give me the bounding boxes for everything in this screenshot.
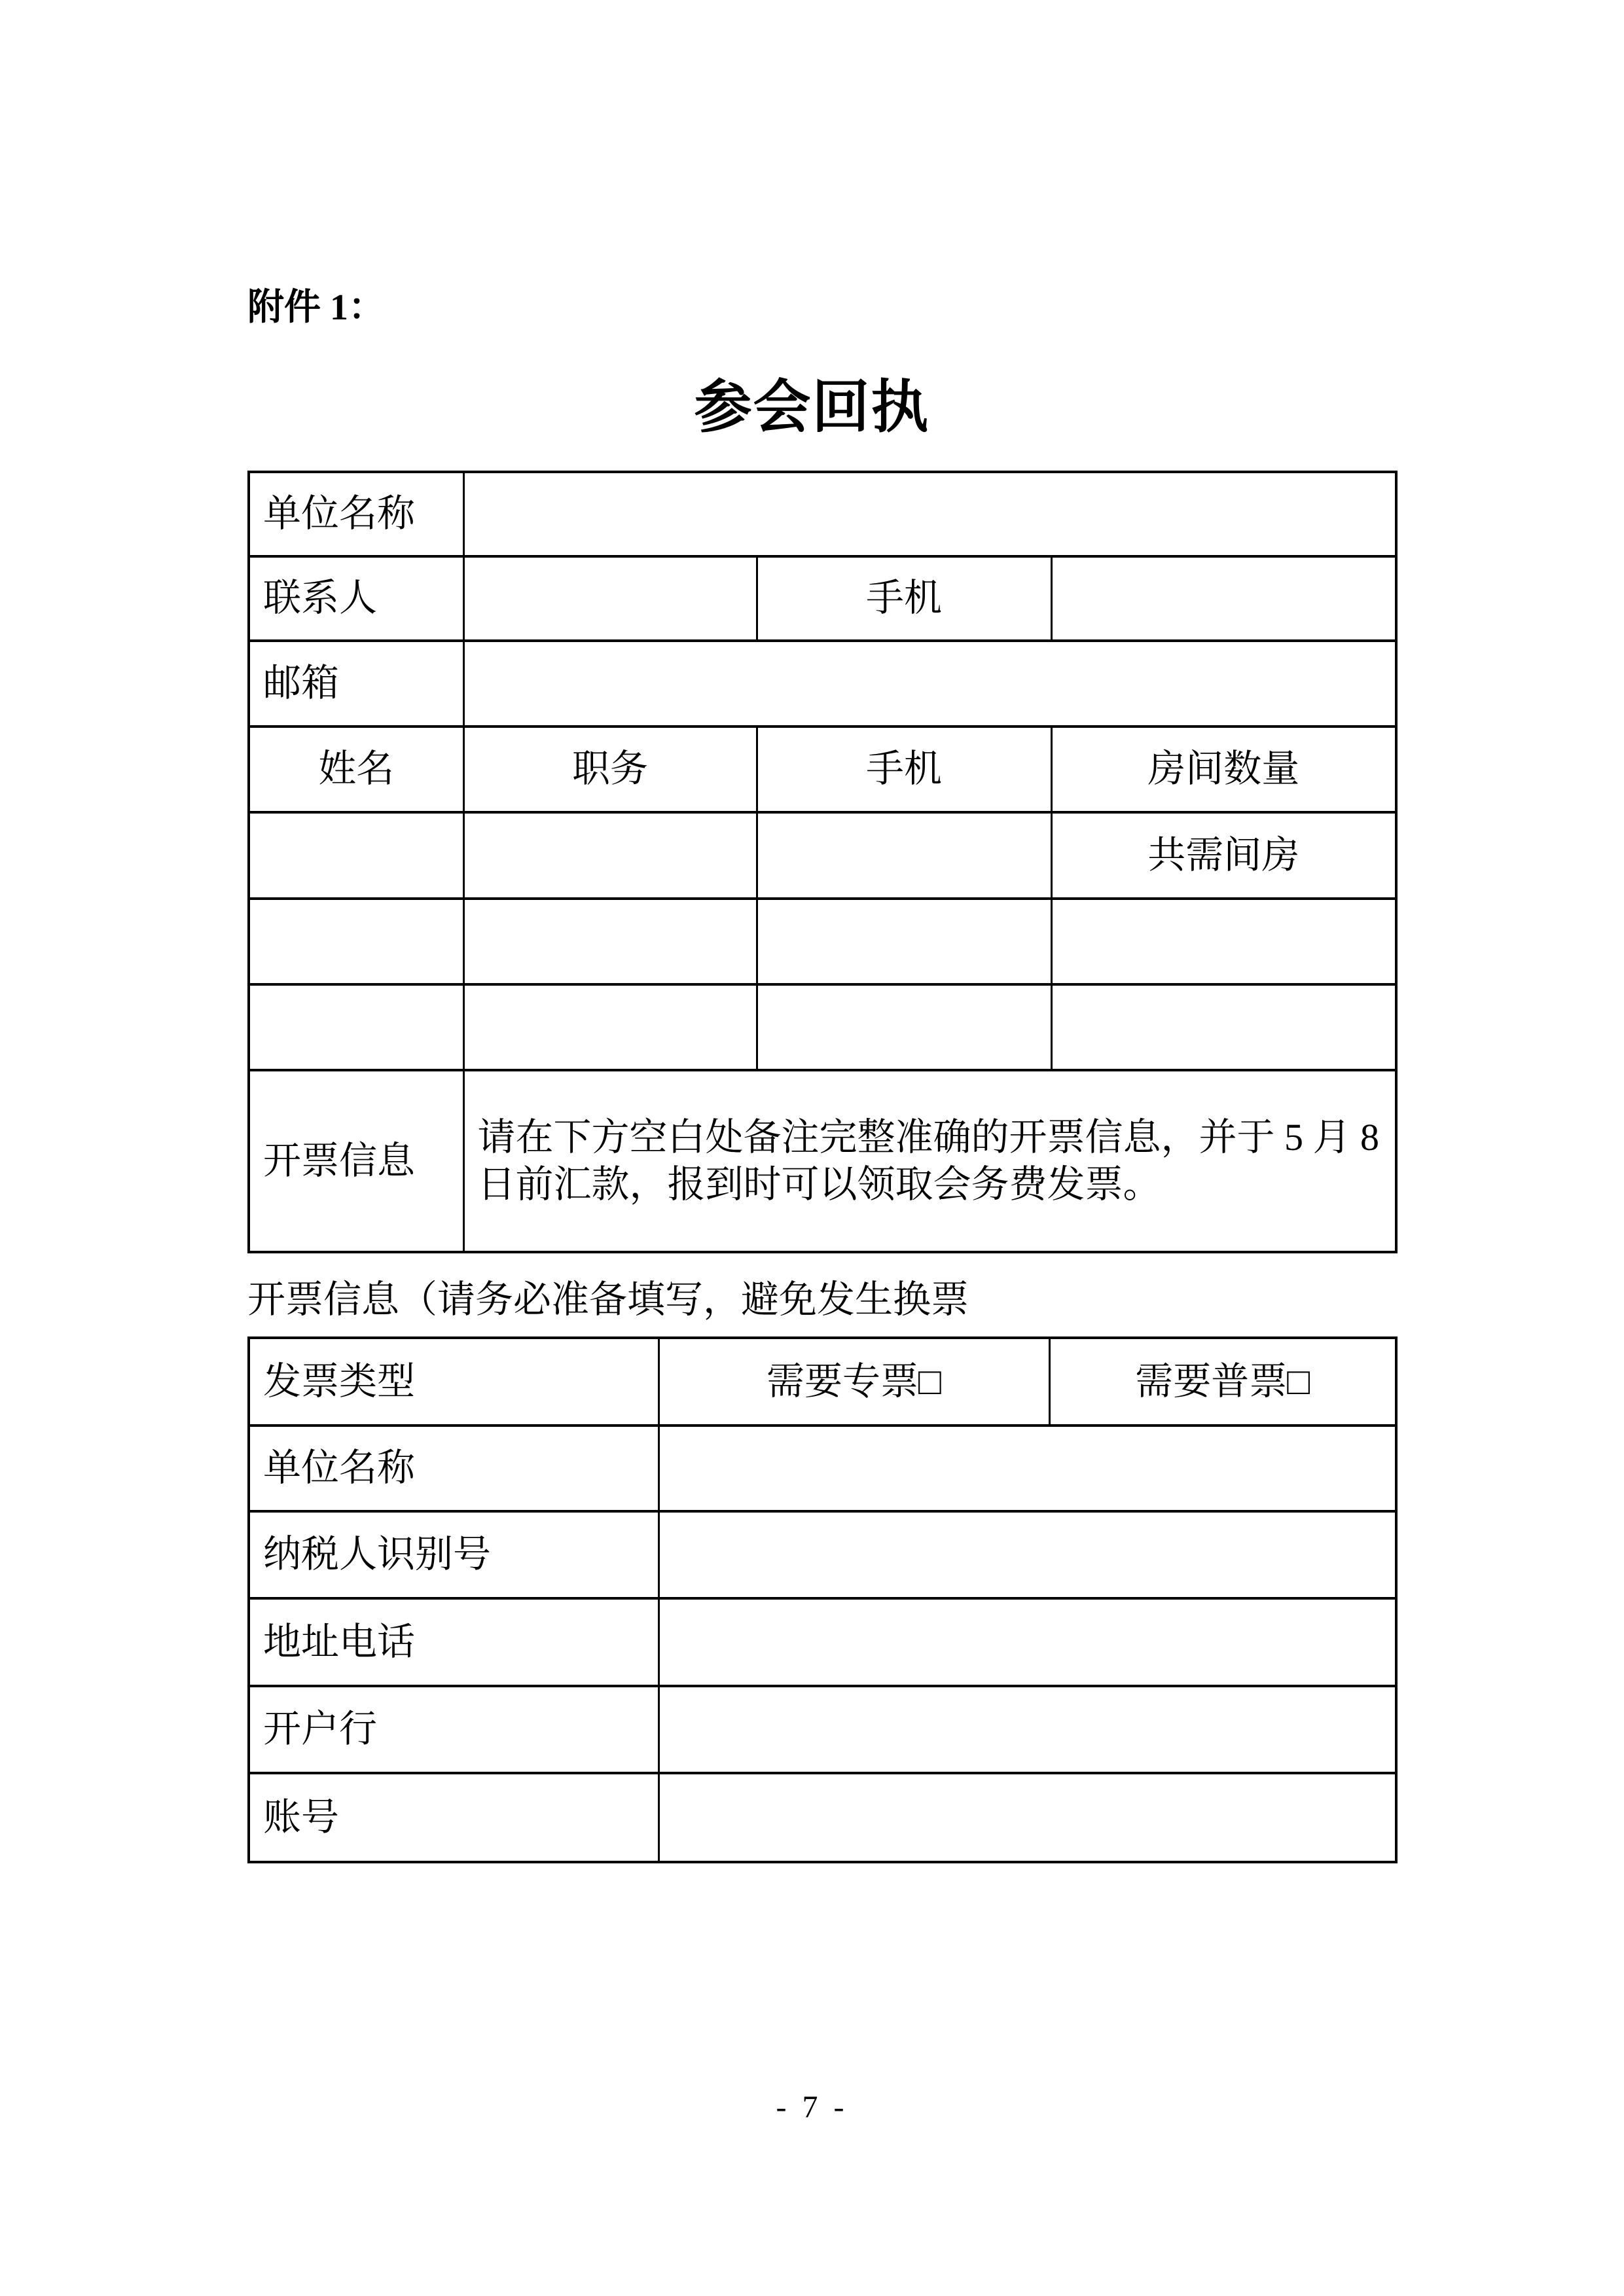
contact-mobile-label: 手机	[757, 556, 1051, 641]
invoice-type-label: 发票类型	[249, 1338, 659, 1426]
invoice-note-line-2: 日前汇款，报到时可以领取会务费发票。	[477, 1163, 1161, 1206]
bank-label: 开户行	[249, 1686, 659, 1773]
name-input-cell[interactable]	[249, 984, 463, 1070]
contact-mobile-input-cell[interactable]	[1051, 556, 1396, 641]
invoice-unit-name-input-cell[interactable]	[659, 1426, 1396, 1511]
taxpayer-id-input-cell[interactable]	[659, 1511, 1396, 1598]
table-row	[249, 1511, 1396, 1598]
page-number: - 7 -	[776, 2090, 848, 2125]
attendee-header-row	[249, 726, 1396, 812]
email-label: 邮箱	[249, 641, 463, 726]
position-input-cell[interactable]	[463, 812, 757, 899]
unit-name-label: 单位名称	[249, 472, 463, 556]
table-row	[249, 1426, 1396, 1511]
reply-form-table	[247, 471, 1398, 1253]
account-input-cell[interactable]	[659, 1773, 1396, 1862]
mobile-input-cell[interactable]	[757, 899, 1051, 984]
attendee-row	[249, 899, 1396, 984]
total-rooms-label: 共需间房	[1051, 812, 1396, 899]
mobile-header: 手机	[757, 726, 1051, 812]
table-row	[249, 472, 1396, 556]
invoice-note-row	[249, 1070, 1396, 1252]
invoice-info-table	[247, 1336, 1398, 1863]
position-input-cell[interactable]	[463, 984, 757, 1070]
position-header: 职务	[463, 726, 757, 812]
table-row	[249, 1598, 1396, 1686]
address-phone-label: 地址电话	[249, 1598, 659, 1686]
taxpayer-id-label: 纳税人识别号	[249, 1511, 659, 1598]
rooms-header: 房间数量	[1051, 726, 1396, 812]
position-input-cell[interactable]	[463, 899, 757, 984]
table-row	[249, 641, 1396, 726]
rooms-input-cell[interactable]	[1051, 899, 1396, 984]
name-header: 姓名	[249, 726, 463, 812]
attendee-row	[249, 812, 1396, 899]
table-row	[249, 556, 1396, 641]
bank-input-cell[interactable]	[659, 1686, 1396, 1773]
email-input-cell[interactable]	[463, 641, 1396, 726]
rooms-input-cell[interactable]	[1051, 984, 1396, 1070]
unit-name-input-cell[interactable]	[463, 472, 1396, 556]
table-row	[249, 1773, 1396, 1862]
invoice-note-line-1: 请在下方空白处备注完整准确的开票信息，并于 5 月 8	[477, 1115, 1380, 1158]
contact-label: 联系人	[249, 556, 463, 641]
document-title: 参会回执	[694, 376, 930, 440]
invoice-section-note: 开票信息（请务必准备填写，避免发生换票	[247, 1278, 969, 1321]
contact-input-cell[interactable]	[463, 556, 757, 641]
account-label: 账号	[249, 1773, 659, 1862]
name-input-cell[interactable]	[249, 812, 463, 899]
attachment-label: 附件 1：	[247, 287, 385, 328]
table-row	[249, 1686, 1396, 1773]
address-phone-input-cell[interactable]	[659, 1598, 1396, 1686]
general-invoice-option[interactable]: 需要普票□	[1049, 1338, 1396, 1426]
special-invoice-option[interactable]: 需要专票□	[659, 1338, 1049, 1426]
name-input-cell[interactable]	[249, 899, 463, 984]
mobile-input-cell[interactable]	[757, 812, 1051, 899]
invoice-type-row	[249, 1338, 1396, 1426]
attendee-row	[249, 984, 1396, 1070]
invoice-unit-name-label: 单位名称	[249, 1426, 659, 1511]
invoice-info-label: 开票信息	[249, 1070, 463, 1252]
mobile-input-cell[interactable]	[757, 984, 1051, 1070]
invoice-note-cell	[463, 1070, 1396, 1252]
